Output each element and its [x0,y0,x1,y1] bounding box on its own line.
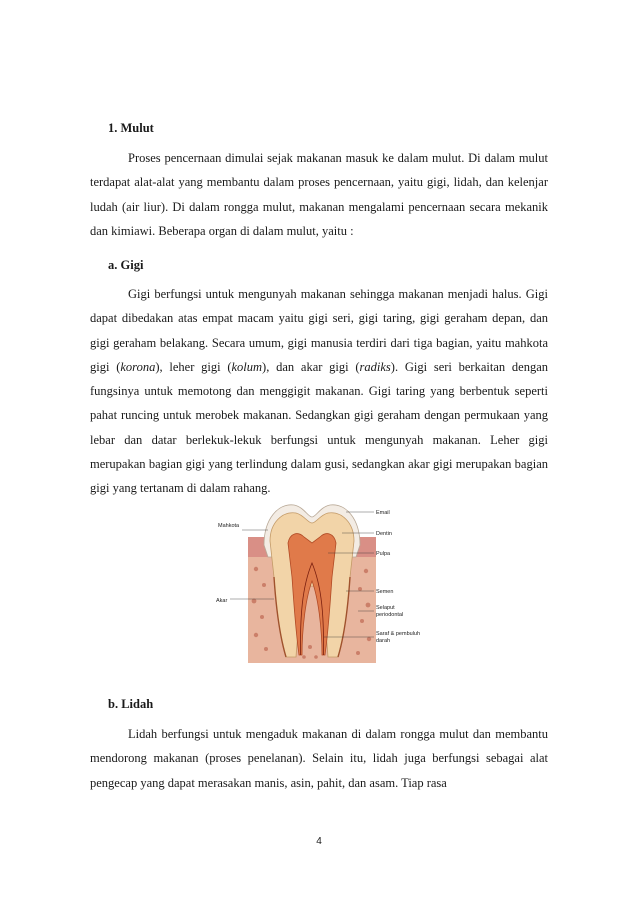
term-kolum: kolum [231,359,263,374]
label-pulpa: Pulpa [376,551,391,557]
term-radiks: radiks [359,359,391,374]
paragraph-gigi-text [90,282,548,501]
tooth-diagram [212,497,421,663]
label-selaput-2: periodontal [376,612,404,618]
gigi-text-1: Gigi berfungsi untuk mengunyah makanan sehingga makanan menjadi halus. Gigi dapat dibedakan atas empat macam yaitu gigi seri, gigi taring, gigi geraham depan, dan gigi geraham belakang. Secara umum, gigi manusia terdiri dari tiga bagian, yaitu mahkota gigi ( [90,287,548,374]
label-mahkota: Mahkota [218,523,240,529]
label-dentin: Dentin [376,531,392,537]
label-email: Email [376,510,390,516]
label-saraf-1: Saraf & pembuluh [376,631,421,637]
tooth-anatomy-figure [212,497,421,663]
gigi-text-3: ), dan akar gigi ( [262,359,360,374]
heading-mulut: 1. Mulut [108,121,154,135]
label-selaput-1: Selaput [376,605,395,611]
gigi-text-2: ), leher gigi ( [155,359,232,374]
paragraph-mulut-text: Proses pencernaan dimulai sejak makanan masuk ke dalam mulut. Di dalam mulut terdapat alat-alat yang membantu dalam proses pencernaan, yaitu gigi, lidah, dan kelenjar ludah (air liur). Di dalam rongga mulut, makanan mengalami pencernaan secara mekanik dan kimiawi. Beberapa organ di dalam mulut, yaitu : [90,151,548,238]
label-semen: Semen [376,589,394,595]
heading-lidah: b. Lidah [108,697,154,711]
term-korona: korona [120,359,156,374]
heading-gigi: a. Gigi [108,258,144,272]
paragraph-gigi [90,282,548,501]
page-number: 4 [316,836,322,847]
paragraph-lidah-text: Lidah berfungsi untuk mengaduk makanan di dalam rongga mulut dan membantu mendorong makanan (proses penelanan). Selain itu, lidah juga berfungsi sebagai alat pengecap yang dapat merasakan manis, asin, pahit, dan asam. Tiap rasa [90,727,548,790]
label-saraf-2: darah [376,638,391,644]
label-akar: Akar [216,598,228,604]
paragraph-mulut [90,146,548,243]
gigi-text-4: ). Gigi seri berkaitan dengan fungsinya untuk memotong dan menggigit makanan. Gigi taring yang berbentuk seperti pahat runcing untuk merobek makanan. Sedangkan gigi geraham dengan permukaan yang lebar dan datar berlekuk-lekuk berfungsi untuk mengunyah makanan. Leher gigi merupakan bagian gigi yang terlindung dalam gusi, sedangkan akar gigi merupakan bagian gigi yang tertanam di dalam rahang. [90,359,548,496]
paragraph-lidah [90,722,548,795]
